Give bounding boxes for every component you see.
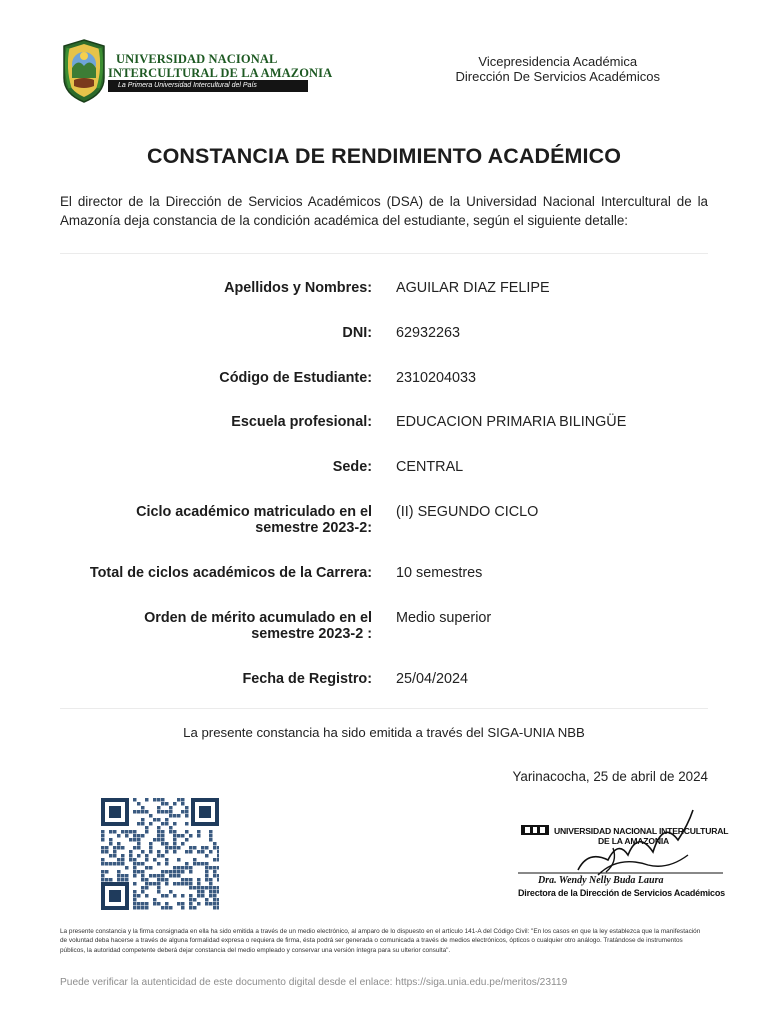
signature-institution-line2: DE LA AMAZONIA bbox=[598, 836, 670, 846]
field-value-date: 25/04/2024 bbox=[396, 671, 469, 687]
field-label-dni: DNI: bbox=[342, 325, 372, 341]
place-date: Yarinacocha, 25 de abril de 2024 bbox=[512, 769, 708, 784]
field-value-campus: CENTRAL bbox=[396, 459, 464, 475]
field-label-total-cycles: Total de ciclos académicos de la Carrera: bbox=[89, 565, 372, 581]
qr-code-icon bbox=[101, 798, 219, 910]
divider-bottom bbox=[60, 708, 708, 709]
university-name-line2: INTERCULTURAL DE LA AMAZONIA bbox=[108, 66, 333, 80]
field-label-student-code: Código de Estudiante: bbox=[219, 370, 372, 386]
field-label-date: Fecha de Registro: bbox=[242, 671, 372, 687]
signatory-name: Dra. Wendy Nelly Buda Laura bbox=[538, 875, 664, 886]
field-value-dni: 62932263 bbox=[396, 325, 461, 341]
field-label-school: Escuela profesional: bbox=[231, 414, 372, 430]
signature-block bbox=[518, 800, 728, 910]
university-logo bbox=[60, 38, 333, 104]
field-value-name: AGUILAR DIAZ FELIPE bbox=[396, 280, 550, 296]
signatory-role: Directora de la Dirección de Servicios Académicos bbox=[518, 888, 725, 898]
field-label-cycle: Ciclo académico matriculado en el semestre 2023-2: bbox=[136, 504, 372, 536]
direction-label: Dirección De Servicios Académicos bbox=[455, 69, 660, 84]
field-value-school: EDUCACION PRIMARIA BILINGÜE bbox=[396, 414, 627, 430]
university-tagline: La Primera Universidad Intercultural del País bbox=[108, 80, 308, 92]
field-label-name: Apellidos y Nombres: bbox=[224, 280, 372, 296]
intro-paragraph: El director de la Dirección de Servicios Académicos (DSA) de la Universidad Nacional Intercultural de la Amazonía deja constancia de la condición académica del estudiante, según el siguiente detalle: bbox=[60, 194, 708, 228]
field-value-student-code: 2310204033 bbox=[396, 370, 477, 386]
field-value-total-cycles: 10 semestres bbox=[396, 565, 483, 581]
document-title: CONSTANCIA DE RENDIMIENTO ACADÉMICO bbox=[146, 144, 622, 168]
field-label-merit: Orden de mérito acumulado en el semestre 2023-2 : bbox=[144, 610, 372, 642]
field-label-campus: Sede: bbox=[332, 459, 372, 475]
vicepresidency-label: Vicepresidencia Académica bbox=[478, 54, 638, 69]
legal-notice: La presente constancia y la firma consignada en ella ha sido emitida a través de un medio electrónico, al amparo de lo dispuesto en el artículo 141-A del Código Civil: "En los casos en que la ley establezca que la manifestación de voluntad deba hacerse a través de alguna formalidad expresa o requiera de firma, ésta podrá ser generada o comunicada a través de medios electrónicos, ópticos o cualquier otro análogo. Tratándose de instrumentos públicos, la autoridad competente deberá dejar constancia del medio empleado y conservar una versión íntegra para su ulterior consulta". bbox=[60, 928, 701, 954]
signature-institution-line1: UNIVERSIDAD NACIONAL INTERCULTURAL bbox=[554, 826, 729, 836]
header-office bbox=[456, 54, 660, 84]
university-seal-icon bbox=[60, 38, 108, 104]
field-value-cycle: (II) SEGUNDO CICLO bbox=[396, 504, 539, 520]
emitted-note: La presente constancia ha sido emitida a través del SIGA-UNIA NBB bbox=[183, 725, 585, 740]
divider-top bbox=[60, 253, 708, 254]
field-value-merit: Medio superior bbox=[396, 610, 492, 626]
verification-link[interactable]: Puede verificar la autenticidad de este documento digital desde el enlace: https://siga.unia.edu.pe/meritos/23119 bbox=[60, 977, 568, 988]
university-name-line1: UNIVERSIDAD NACIONAL bbox=[116, 52, 278, 66]
